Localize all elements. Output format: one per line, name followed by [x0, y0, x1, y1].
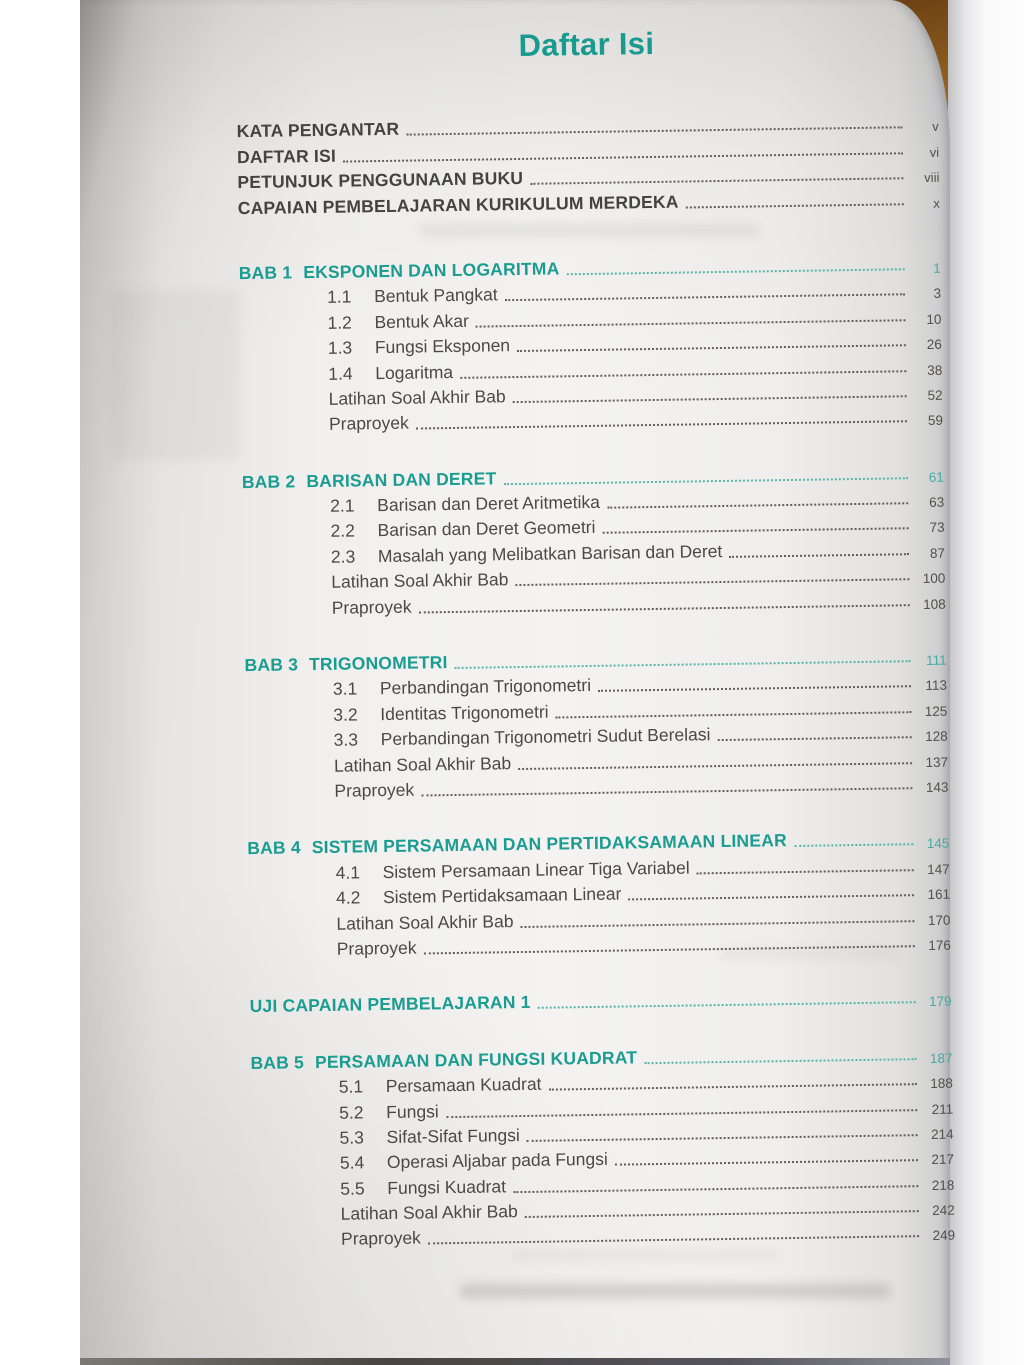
entry-page-number: 161	[927, 886, 951, 903]
dotted-leader	[416, 421, 907, 430]
entry-title: CAPAIAN PEMBELAJARAN KURIKULUM MERDEKA	[237, 191, 679, 218]
entry-page-number: 143	[925, 779, 949, 795]
entry-page-number: 170	[927, 912, 951, 928]
entry-number: 5.1	[338, 1076, 364, 1097]
dotted-leader	[697, 869, 914, 874]
entry-title: Perbandingan Trigonometri	[379, 675, 592, 699]
entry-number: 1.3	[327, 337, 353, 358]
entry-number: 1.4	[328, 362, 353, 384]
entry-page-number: vi	[929, 144, 940, 160]
entry-title: Latihan Soal Akhir Bab	[333, 752, 512, 776]
book-page	[80, 0, 956, 1365]
dotted-leader	[644, 1058, 916, 1064]
entry-page-number: 63	[929, 494, 945, 510]
chapter-label: BAB 5	[250, 1051, 305, 1073]
dotted-leader	[428, 1236, 919, 1245]
entry-page-number: 214	[930, 1126, 954, 1142]
entry-page-number: 179	[928, 993, 952, 1010]
entry-number: 3.2	[333, 704, 358, 725]
front-matter-list	[236, 107, 939, 219]
entry-page-number: 100	[922, 570, 946, 587]
entry-title: Latihan Soal Akhir Bab	[328, 386, 506, 409]
dotted-leader	[424, 945, 915, 954]
entry-title: TRIGONOMETRI	[308, 652, 448, 675]
entry-number: 5.4	[339, 1152, 365, 1174]
entry-page-number: 87	[929, 545, 946, 561]
entry-page-number: 137	[925, 754, 949, 770]
entry-title: Sistem Persamaan Linear Tiga Variabel	[382, 857, 690, 882]
entry-page-number: 249	[932, 1228, 956, 1244]
page-fore-edge	[948, 0, 1024, 1365]
entry-title: Barisan dan Deret Geometri	[377, 517, 596, 541]
entry-page-number: 111	[925, 652, 947, 669]
entry-title: BARISAN DAN DERET	[306, 468, 497, 491]
toc-sections	[239, 248, 956, 1251]
toc-section	[247, 824, 951, 961]
entry-number: 1.2	[327, 312, 352, 333]
toc-section	[242, 457, 946, 620]
entry-number: 2.3	[330, 546, 356, 567]
entry-title: Logaritma	[375, 361, 454, 383]
entry-title: Masalah yang Melibatkan Barisan dan Deret	[377, 540, 723, 566]
entry-number: 3.3	[333, 729, 359, 750]
entry-title: Barisan dan Deret Aritmetika	[377, 491, 601, 516]
toc-section-heading	[249, 982, 951, 1018]
entry-title: Fungsi	[386, 1100, 439, 1122]
entry-title: Identitas Trigonometri	[380, 701, 549, 724]
entry-page-number: 38	[927, 362, 943, 378]
entry-title: Praproyek	[331, 596, 412, 618]
entry-title: UJI CAPAIAN PEMBELAJARAN 1	[249, 992, 531, 1017]
entry-page-number: 108	[923, 596, 946, 612]
entry-page-number: 188	[930, 1075, 953, 1092]
entry-title: Praproyek	[334, 779, 415, 801]
entry-page-number: x	[933, 195, 940, 211]
entry-page-number: 26	[926, 336, 942, 353]
entry-title: Bentuk Akar	[374, 310, 470, 332]
entry-page-number: 125	[924, 703, 948, 719]
entry-title: Sifat-Sifat Fungsi	[386, 1124, 520, 1147]
entry-page-number: 113	[925, 678, 948, 694]
entry-title: KATA PENGANTAR	[236, 119, 400, 142]
entry-page-number: 187	[929, 1050, 953, 1066]
entry-title: Fungsi Kuadrat	[387, 1175, 507, 1198]
entry-title: Persamaan Kuadrat	[385, 1073, 542, 1097]
entry-page-number: 217	[931, 1151, 955, 1168]
entry-page-number: 10	[926, 311, 942, 327]
entry-page-number: 3	[933, 286, 942, 302]
entry-page-number: 59	[927, 413, 944, 429]
entry-page-number: 52	[927, 387, 943, 403]
entry-page-number: 128	[925, 728, 948, 745]
entry-title: Latihan Soal Akhir Bab	[336, 910, 514, 934]
dotted-leader	[628, 894, 914, 900]
entry-number: 4.2	[335, 887, 361, 908]
dotted-leader	[718, 736, 912, 741]
chapter-label: BAB 1	[238, 262, 293, 284]
chapter-label: BAB 4	[247, 837, 301, 859]
entry-number: 1.1	[326, 286, 352, 308]
entry-number: 5.5	[340, 1178, 365, 1199]
entry-page-number: 1	[933, 260, 941, 276]
dotted-leader	[421, 787, 912, 796]
dotted-leader	[603, 528, 909, 535]
page-bottom-shadow	[80, 1358, 950, 1365]
entry-page-number: 242	[932, 1202, 955, 1219]
bleed-through-smudge	[110, 290, 240, 460]
entry-title: PERSAMAAN DAN FUNGSI KUADRAT	[314, 1047, 638, 1072]
toc-section	[249, 982, 951, 1018]
chapter-label: BAB 2	[241, 471, 296, 492]
entry-page-number: 176	[928, 937, 951, 953]
entry-title: Bentuk Pangkat	[373, 284, 498, 307]
entry-number: 5.3	[339, 1127, 365, 1148]
dotted-leader	[419, 604, 910, 613]
entry-page-number: 211	[931, 1101, 954, 1117]
entry-page-number: 147	[927, 861, 950, 877]
entry-number: 3.1	[332, 678, 358, 700]
page-title: Daftar Isi	[518, 25, 655, 63]
entry-title: DAFTAR ISI	[236, 145, 337, 167]
bleed-through-smudge	[460, 1284, 890, 1298]
dotted-leader	[794, 844, 913, 848]
entry-title: Operasi Aljabar pada Fungsi	[386, 1149, 608, 1173]
entry-title: Perbandingan Trigonometri Sudut Berelasi	[380, 724, 711, 750]
dotted-leader	[607, 502, 908, 508]
entry-title: PETUNJUK PENGGUNAAN BUKU	[237, 168, 524, 193]
entry-title: EKSPONEN DAN LOGARITMA	[303, 258, 560, 283]
dotted-leader	[729, 553, 909, 558]
toc-section	[239, 248, 944, 436]
entry-number: 4.1	[335, 862, 361, 883]
entry-page-number: 145	[926, 836, 950, 852]
entry-page-number: v	[932, 119, 939, 135]
entry-page-number: 218	[931, 1177, 955, 1193]
entry-title: Praproyek	[328, 412, 409, 435]
entry-number: 5.2	[339, 1101, 364, 1123]
entry-page-number: 61	[928, 469, 944, 485]
entry-number: 2.2	[330, 520, 356, 542]
dotted-leader	[538, 1002, 916, 1010]
toc-section	[250, 1038, 955, 1252]
dotted-leader	[598, 686, 911, 693]
entry-title: Latihan Soal Akhir Bab	[331, 569, 509, 593]
entry-number: 2.1	[330, 495, 355, 516]
entry-title: SISTEM PERSAMAAN DAN PERTIDAKSAMAAN LINEAR	[311, 830, 787, 858]
chapter-label: BAB 3	[244, 654, 299, 676]
toc-content	[235, 12, 956, 1283]
entry-page-number: 73	[929, 520, 945, 536]
entry-title: Praproyek	[340, 1227, 422, 1250]
toc-section	[244, 640, 948, 803]
dotted-leader	[686, 203, 904, 208]
entry-title: Sistem Pertidaksamaan Linear	[382, 883, 622, 908]
entry-title: Fungsi Eksponen	[374, 335, 511, 358]
entry-page-number: viii	[924, 169, 940, 186]
entry-title: Latihan Soal Akhir Bab	[340, 1201, 518, 1224]
dotted-leader	[615, 1159, 918, 1165]
entry-title: Praproyek	[336, 937, 417, 959]
